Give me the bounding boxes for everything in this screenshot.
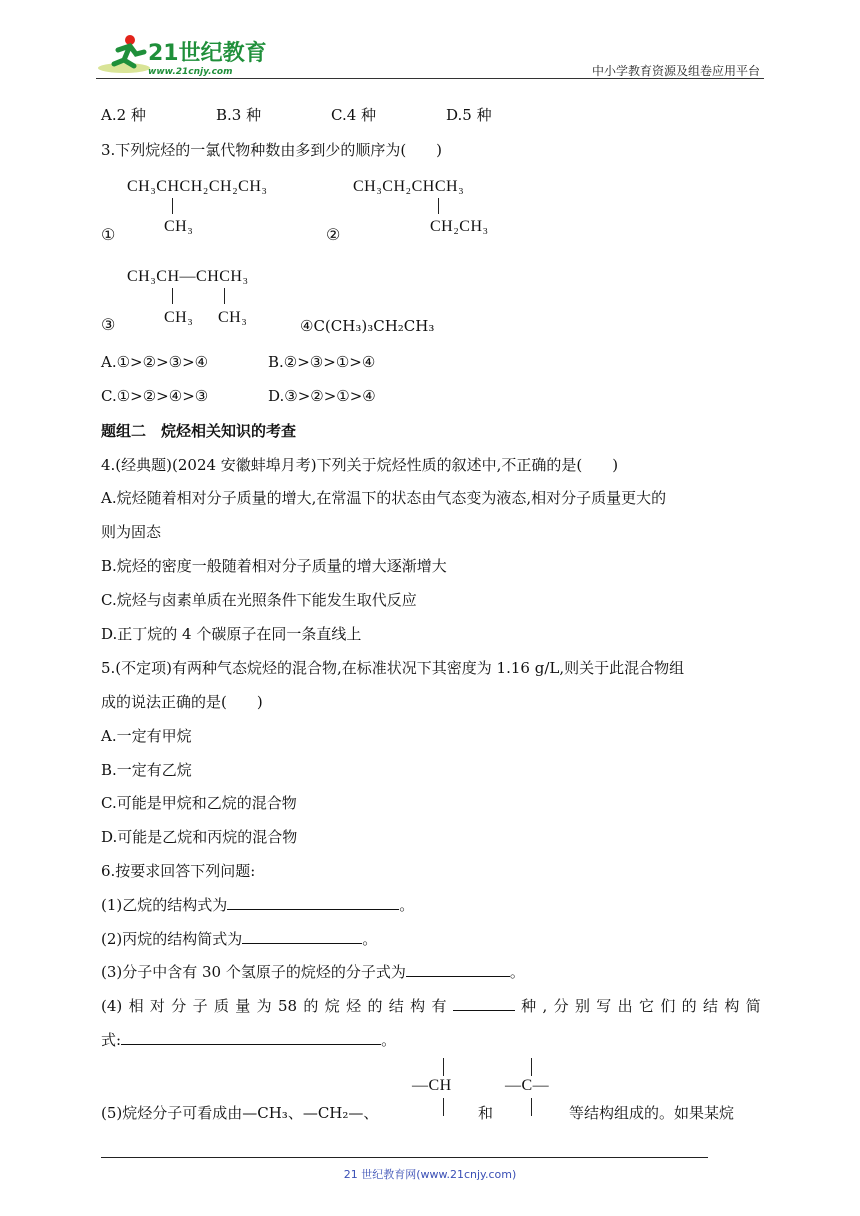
header-platform-text: 中小学教育资源及组卷应用平台: [591, 64, 760, 78]
q5-stem-line-1: 5.(不定项)有两种气态烷烃的混合物,在标准状况下其密度为 1.16 g/L,则关于此混合物组: [101, 659, 685, 677]
q6-part-5-and: 和: [478, 1104, 494, 1122]
q4-option-b: B.烷烃的密度一般随着相对分子质量的增大逐渐增大: [101, 557, 447, 575]
ch-fragment-top-bond: [443, 1058, 444, 1076]
q6-p4-word: (4): [101, 997, 123, 1015]
q3-label-2: ②: [326, 225, 341, 244]
c-fragment-top-bond: [531, 1058, 532, 1076]
q6-p4-word: 有: [431, 997, 447, 1015]
q6-part-4-line-2-text: 式:: [101, 1031, 122, 1049]
q4-option-a-line-1: A.烷烃随着相对分子质量的增大,在常温下的状态由气态变为液态,相对分子质量更大的: [101, 489, 667, 507]
q4-option-a-line-2: 则为固态: [101, 523, 162, 541]
ch-fragment-bottom-bond: [443, 1098, 444, 1116]
q4-option-c: C.烷烃与卤素单质在光照条件下能发生取代反应: [101, 591, 417, 609]
q6-p4-word: 写: [596, 997, 612, 1015]
q6-part-4-line-1: [101, 996, 761, 1016]
q6-p4-word: 它: [638, 997, 654, 1015]
q6-part-1-blank[interactable]: [227, 895, 399, 910]
q3-structure-1-branch: CH₃: [164, 218, 194, 235]
q6-p4-word: 简: [745, 997, 761, 1015]
q2-option-b: B.3 种: [216, 106, 262, 124]
q3-structure-2-bond: [438, 198, 439, 214]
q3-structure-3-branch-1: CH₃: [164, 309, 194, 326]
q5-option-d: D.可能是乙烷和丙烷的混合物: [101, 828, 298, 846]
q6-p4-word: 58: [277, 997, 298, 1015]
footer-text: 21 世纪教育网(www.21cnjy.com): [343, 1168, 517, 1181]
q6-p4-word: 为: [256, 997, 272, 1015]
q3-option-b: B.②>③>①>④: [268, 353, 376, 371]
ch-fragment: —CH: [412, 1077, 452, 1094]
q6-part-4-count-blank[interactable]: [453, 996, 515, 1011]
q6-part-4-structures-blank[interactable]: [121, 1030, 381, 1045]
q6-p4-word: 别: [574, 997, 590, 1015]
q6-p4-word: ,: [542, 997, 548, 1015]
q3-structure-2-branch: CH₂CH₃: [430, 218, 489, 235]
q3-structure-3-bond-2: [224, 288, 225, 304]
q3-option-a: A.①>②>③>④: [101, 353, 209, 371]
q3-option-c: C.①>②>④>③: [101, 387, 209, 405]
q6-p4-word: 对: [149, 997, 165, 1015]
q5-stem-line-2: 成的说法正确的是( ): [101, 693, 263, 711]
q3-structure-3-bond-1: [172, 288, 173, 304]
c-fragment: —C—: [505, 1077, 550, 1094]
q3-structure-3-branch-2: CH₃: [218, 309, 248, 326]
q6-p4-word: 的: [303, 997, 319, 1015]
q3-structure-1-main: CH₃CHCH₂CH₂CH₃: [127, 178, 268, 195]
q6-part-3-end: 。: [509, 963, 525, 981]
q6-part-4-line-2: [101, 1030, 396, 1050]
footer-divider: [101, 1157, 708, 1158]
q3-option-d: D.③>②>①>④: [268, 387, 376, 405]
q6-p4-word: 构: [410, 997, 426, 1015]
q2-option-c: C.4 种: [331, 106, 377, 124]
q6-part-3-blank[interactable]: [406, 962, 510, 977]
q6-part-2-end: 。: [362, 930, 378, 948]
c-fragment-bottom-bond: [531, 1098, 532, 1116]
q5-option-b: B.一定有乙烷: [101, 761, 192, 779]
q3-structure-4: ④C(CH₃)₃CH₂CH₃: [300, 317, 435, 335]
q6-part-1: [101, 895, 414, 915]
q5-option-c: C.可能是甲烷和乙烷的混合物: [101, 794, 297, 812]
q6-part-3-text: (3)分子中含有 30 个氢原子的烷烃的分子式为: [101, 963, 406, 981]
q6-p4-word: 的: [681, 997, 697, 1015]
q6-p4-word: 们: [660, 997, 676, 1015]
q3-structure-1-bond: [172, 198, 173, 214]
q6-p4-word: 分: [171, 997, 187, 1015]
q6-part-2-text: (2)丙烷的结构简式为: [101, 930, 243, 948]
q6-p4-word: 分: [553, 997, 569, 1015]
runner-logo-icon: [96, 32, 266, 78]
q3-structure-2-main: CH₃CH₂CHCH₃: [353, 178, 465, 195]
q2-option-a: A.2 种: [101, 106, 146, 124]
logo-url-text: www.21cnjy.com: [148, 67, 233, 77]
q6-part-3: [101, 962, 525, 982]
q6-part-5-prefix: (5)烷烃分子可看成由—CH₃、—CH₂—、: [101, 1104, 379, 1122]
group-2-title: 题组二 烷烃相关知识的考查: [101, 422, 297, 440]
q3-label-1: ①: [101, 225, 116, 244]
q6-p4-word: 结: [388, 997, 404, 1015]
q6-p4-word: 的: [367, 997, 383, 1015]
q2-option-d: D.5 种: [446, 106, 492, 124]
q6-p4-word: 种: [521, 997, 537, 1015]
q6-p4-word: 结: [703, 997, 719, 1015]
q6-p4-word: 子: [192, 997, 208, 1015]
q6-stem: 6.按要求回答下列问题:: [101, 862, 256, 880]
q6-p4-word: 烷: [324, 997, 340, 1015]
q6-part-5-suffix: 等结构组成的。如果某烷: [569, 1104, 735, 1122]
q5-option-a: A.一定有甲烷: [101, 727, 192, 745]
q6-part-1-text: (1)乙烷的结构式为: [101, 896, 228, 914]
q6-p4-word: 构: [724, 997, 740, 1015]
q6-part-1-end: 。: [399, 896, 415, 914]
q6-p4-word: 烃: [346, 997, 362, 1015]
q3-structure-3-main: CH₃CH—CHCH₃: [127, 268, 249, 285]
q6-p4-word: 量: [235, 997, 251, 1015]
q6-p4-word: 相: [128, 997, 144, 1015]
q4-option-d: D.正丁烷的 4 个碳原子在同一条直线上: [101, 625, 362, 643]
q3-stem: 3.下列烷烃的一氯代物种数由多到少的顺序为( ): [101, 141, 443, 159]
q6-part-2: [101, 929, 377, 949]
logo-text: 21世纪教育: [148, 41, 266, 66]
header-divider: [96, 78, 764, 79]
q6-p4-word: 出: [617, 997, 633, 1015]
q6-part-2-blank[interactable]: [242, 929, 362, 944]
q3-label-3: ③: [101, 315, 116, 334]
q4-stem: 4.(经典题)(2024 安徽蚌埠月考)下列关于烷烃性质的叙述中,不正确的是( ): [101, 456, 619, 474]
q6-part-4-end: 。: [381, 1031, 397, 1049]
site-logo: [96, 32, 266, 78]
q6-p4-word: 质: [213, 997, 229, 1015]
